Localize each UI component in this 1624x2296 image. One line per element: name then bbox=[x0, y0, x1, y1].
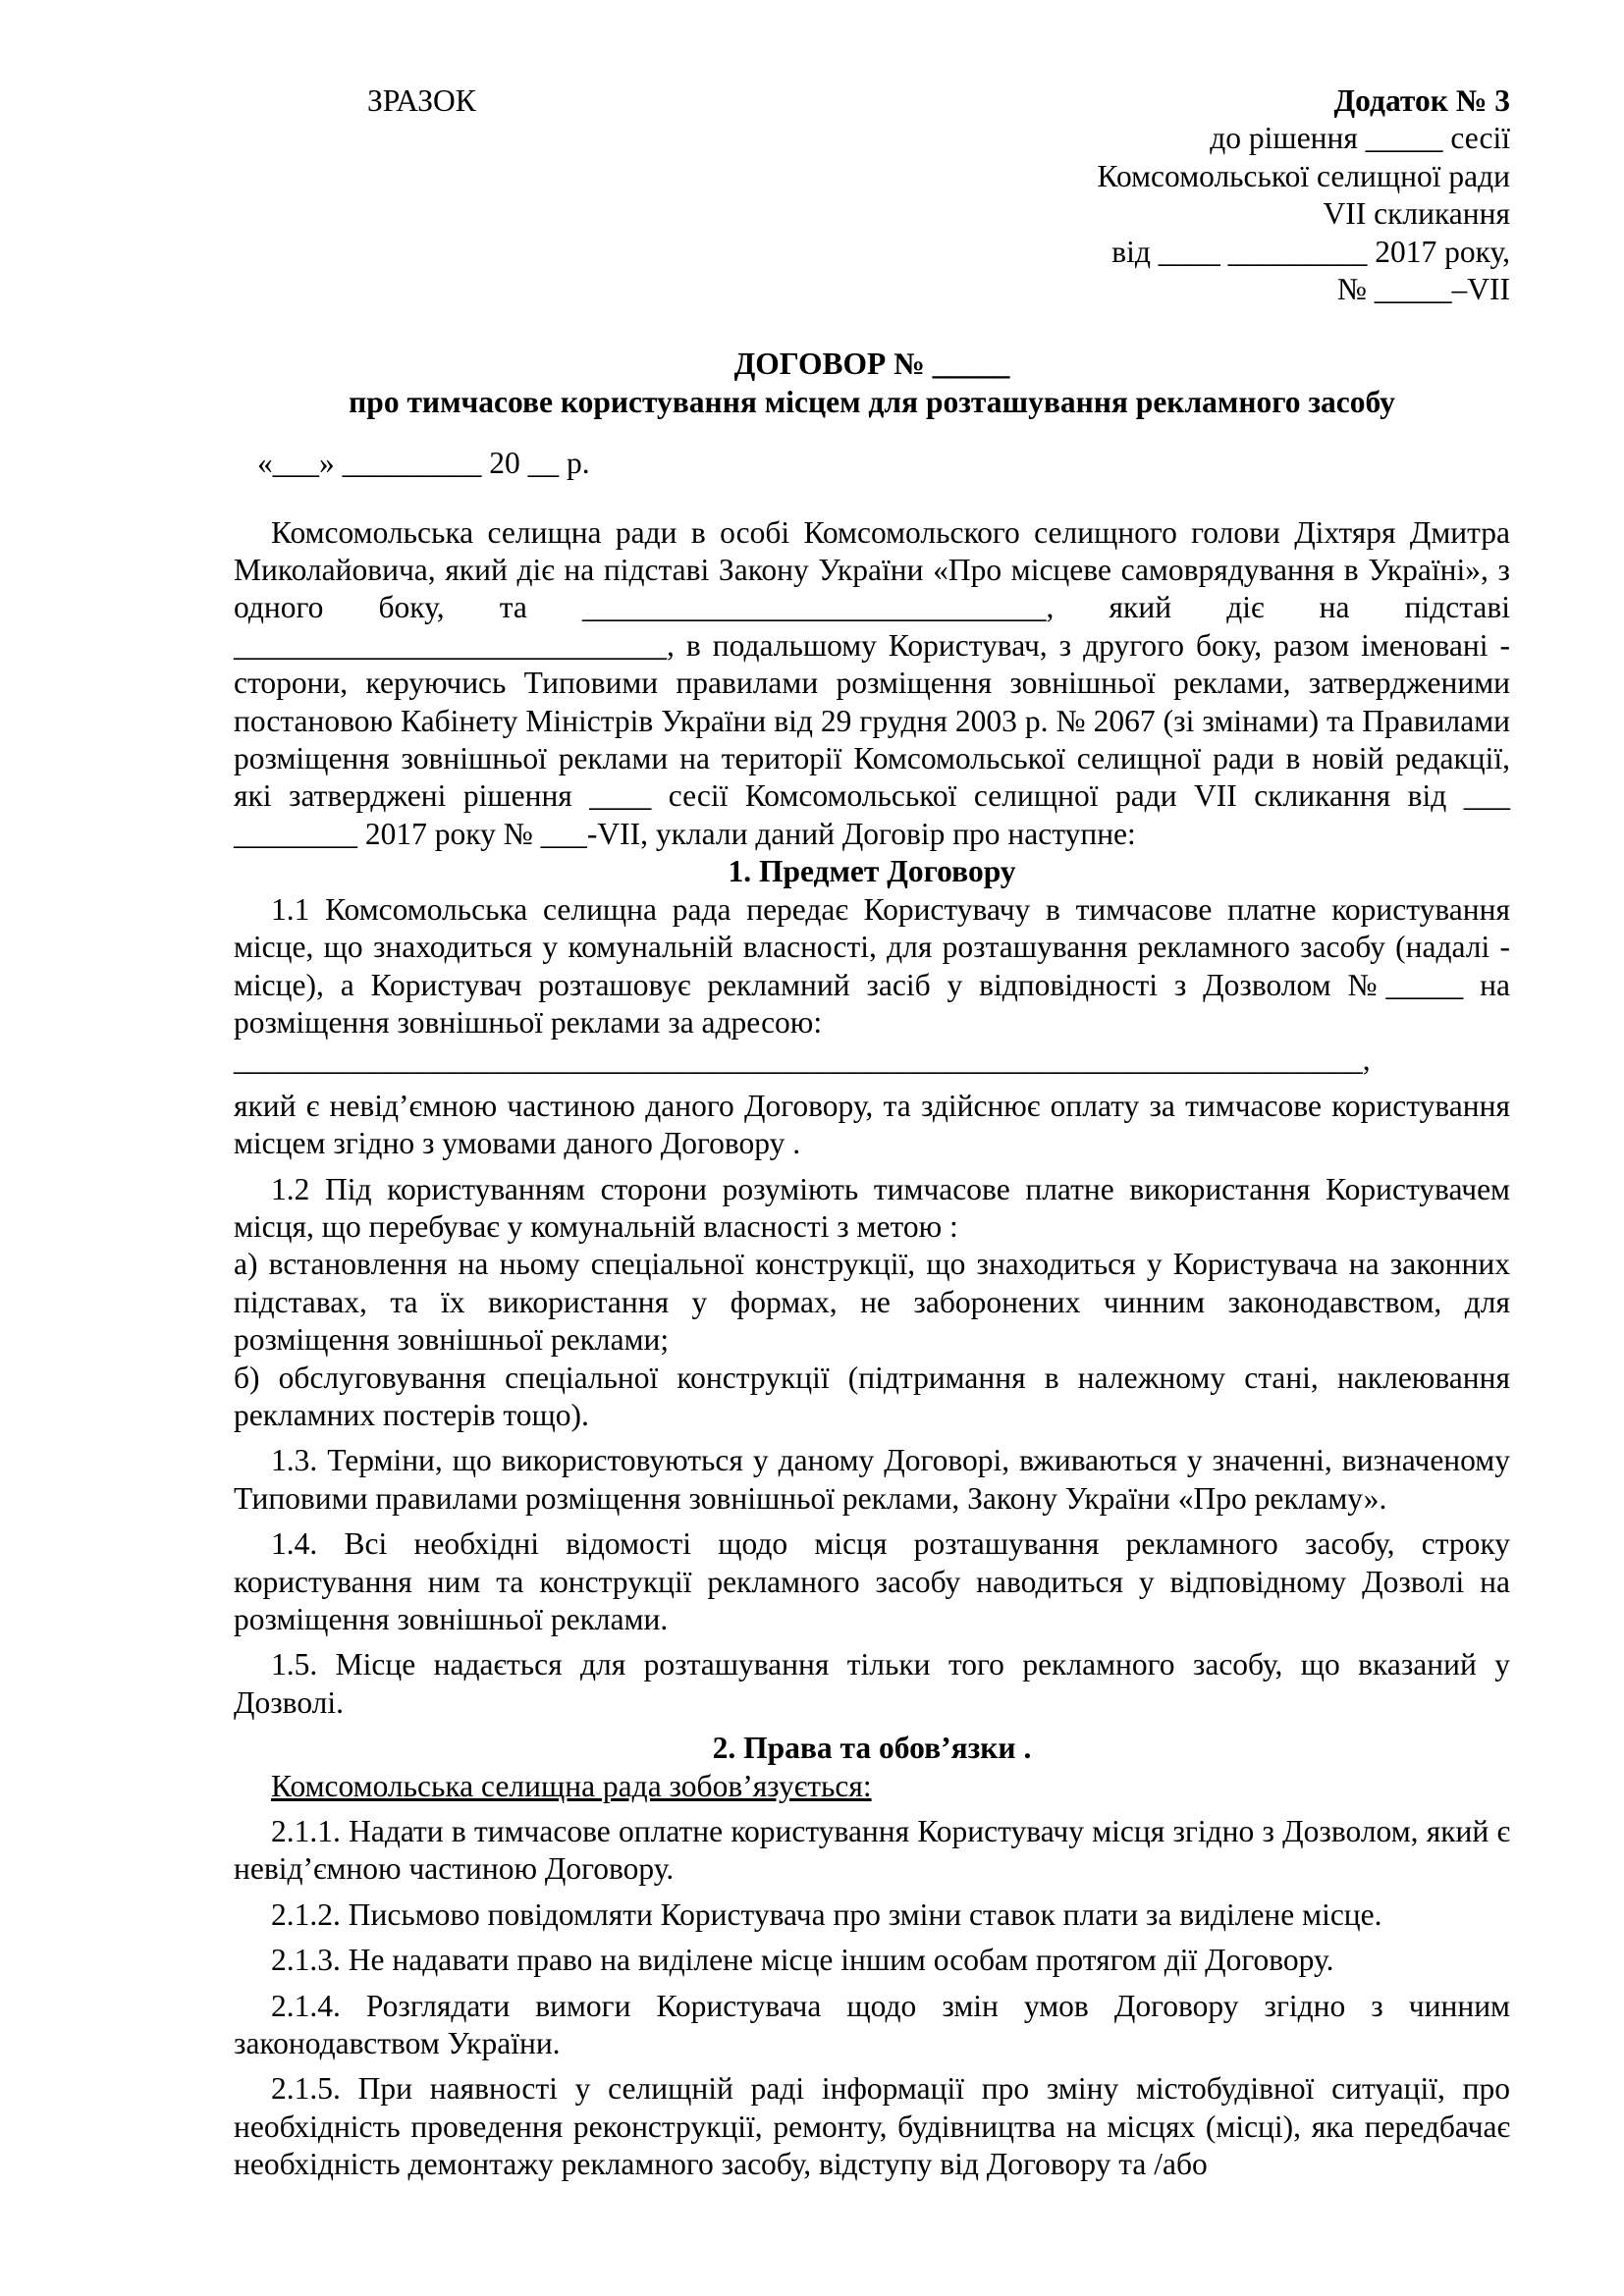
clause-1-3: 1.3. Терміни, що використовуються у даному Договорі, вживаються у значенні, визначеному Типовими правилами розміщення зовнішньої реклами, Закону України «Про рекламу». bbox=[234, 1443, 1510, 1516]
contract-title: ДОГОВОР № _____ bbox=[733, 347, 1010, 382]
clause-2-1-5: 2.1.5. При наявності у селищній раді інформації про зміну містобудівної ситуації, про необхідність проведення реконструкції, ремонту, будівництва на місцях (місці), яка передбачає необхідність демонтажу рекламного засобу, відступу від Договору та /або bbox=[234, 2071, 1510, 2182]
clause-1-1: 1.1 Комсомольська селищна рада передає Користувачу в тимчасове платне користування місце, що знаходиться у комунальній власності, для розташування рекламного засобу (надалі - місце), а Користувач розташовує рекламний засіб у відповідності з Дозволом №_____ на розміщення зовнішньої реклами за адресою: bbox=[234, 891, 1510, 1040]
appendix-label: Додаток № 3 bbox=[1333, 83, 1510, 118]
section-1-heading: 1. Предмет Договору bbox=[728, 854, 1016, 889]
clause-2-1-2: 2.1.2. Письмово повідомляти Користувача про зміни ставок плати за виділене місце. bbox=[271, 1896, 1382, 1932]
council-obligations-subheading: Комсомольська селищна рада зобов’язується: bbox=[271, 1768, 872, 1803]
contract-subtitle: про тимчасове користування місцем для розташування рекламного засобу bbox=[349, 384, 1395, 419]
header-decision-line: до рішення _____ сесії bbox=[1210, 121, 1510, 156]
contract-date: «___» _________ 20 __ р. bbox=[257, 446, 590, 481]
header-first-row bbox=[234, 82, 1510, 120]
clause-1-2-b: б) обслуговування спеціальної конструкції (підтримання в належному стані, наклеювання рекламних постерів тощо). bbox=[234, 1360, 1510, 1432]
clause-2-1-3: 2.1.3. Не надавати право на виділене місце іншим особам протягом дії Договору. bbox=[271, 1943, 1334, 1978]
document-page bbox=[234, 82, 1510, 2184]
clause-1-2-a: а) встановлення на ньому спеціальної конструкції, що знаходиться у Користувача на законних підставах, та їх використання у формах, не заборонених чинним законодавством, для розміщення зовнішньої реклами; bbox=[234, 1247, 1510, 1358]
header-date-line: від ____ _________ 2017 року, bbox=[1111, 234, 1510, 269]
clause-2-1-4: 2.1.4. Розглядати вимоги Користувача щодо змін умов Договору згідно з чинним законодавством України. bbox=[234, 1988, 1510, 2061]
sample-label: ЗРАЗОК bbox=[367, 83, 476, 118]
clause-1-5: 1.5. Місце надається для розташування тільки того рекламного засобу, що вказаний у Дозволі. bbox=[234, 1647, 1510, 1720]
address-blank-line: _________________________________________________________________________, bbox=[234, 1042, 1371, 1078]
clause-1-2: 1.2 Під користуванням сторони розуміють тимчасове платне використання Користувачем місця, що перебуває у комунальній власності з метою : bbox=[234, 1171, 1510, 1244]
clause-1-1-continued: який є невід’ємною частиною даного Договору, та здійснює оплату за тимчасове користування місцем згідно з умовами даного Договору . bbox=[234, 1088, 1510, 1161]
header-number-line: № _____–VІІ bbox=[1336, 272, 1510, 307]
header-council-line: Комсомольської селищної ради bbox=[1097, 158, 1510, 193]
header-convocation-line: VІІ скликання bbox=[1323, 196, 1510, 232]
section-2-heading: 2. Права та обов’язки . bbox=[712, 1731, 1032, 1766]
preamble-paragraph: Комсомольська селищна ради в особі Комсомольского селищного голови Діхтяря Дмитра Миколайовича, який діє на підставі Закону України «Про місцеве самоврядування в Україні», з одного боку, та ______________________________, який діє на підставі ____________________________, в подальшому Користувач, з другого боку, разом іменовані - сторони, керуючись Типовими правилами розміщення зовнішньої реклами, затвердженими постановою Кабінету Міністрів України від 29 грудня 2003 р. № 2067 (зі змінами) та Правилами розміщення зовнішньої реклами на території Комсомольської селищної ради в новій редакції, які затверджені рішення ____ сесії Комсомольської селищної ради VІІ скликання від ___ ________ 2017 року № ___-VІІ, уклали даний Договір про наступне: bbox=[234, 514, 1510, 851]
clause-1-4: 1.4. Всі необхідні відомості щодо місця розташування рекламного засобу, строку користування ним та конструкції рекламного засобу наводиться у відповідному Дозволі на розміщення зовнішньої реклами. bbox=[234, 1526, 1510, 1637]
clause-2-1-1: 2.1.1. Надати в тимчасове оплатне користування Користувачу місця згідно з Дозволом, який є невід’ємною частиною Договору. bbox=[234, 1814, 1510, 1887]
